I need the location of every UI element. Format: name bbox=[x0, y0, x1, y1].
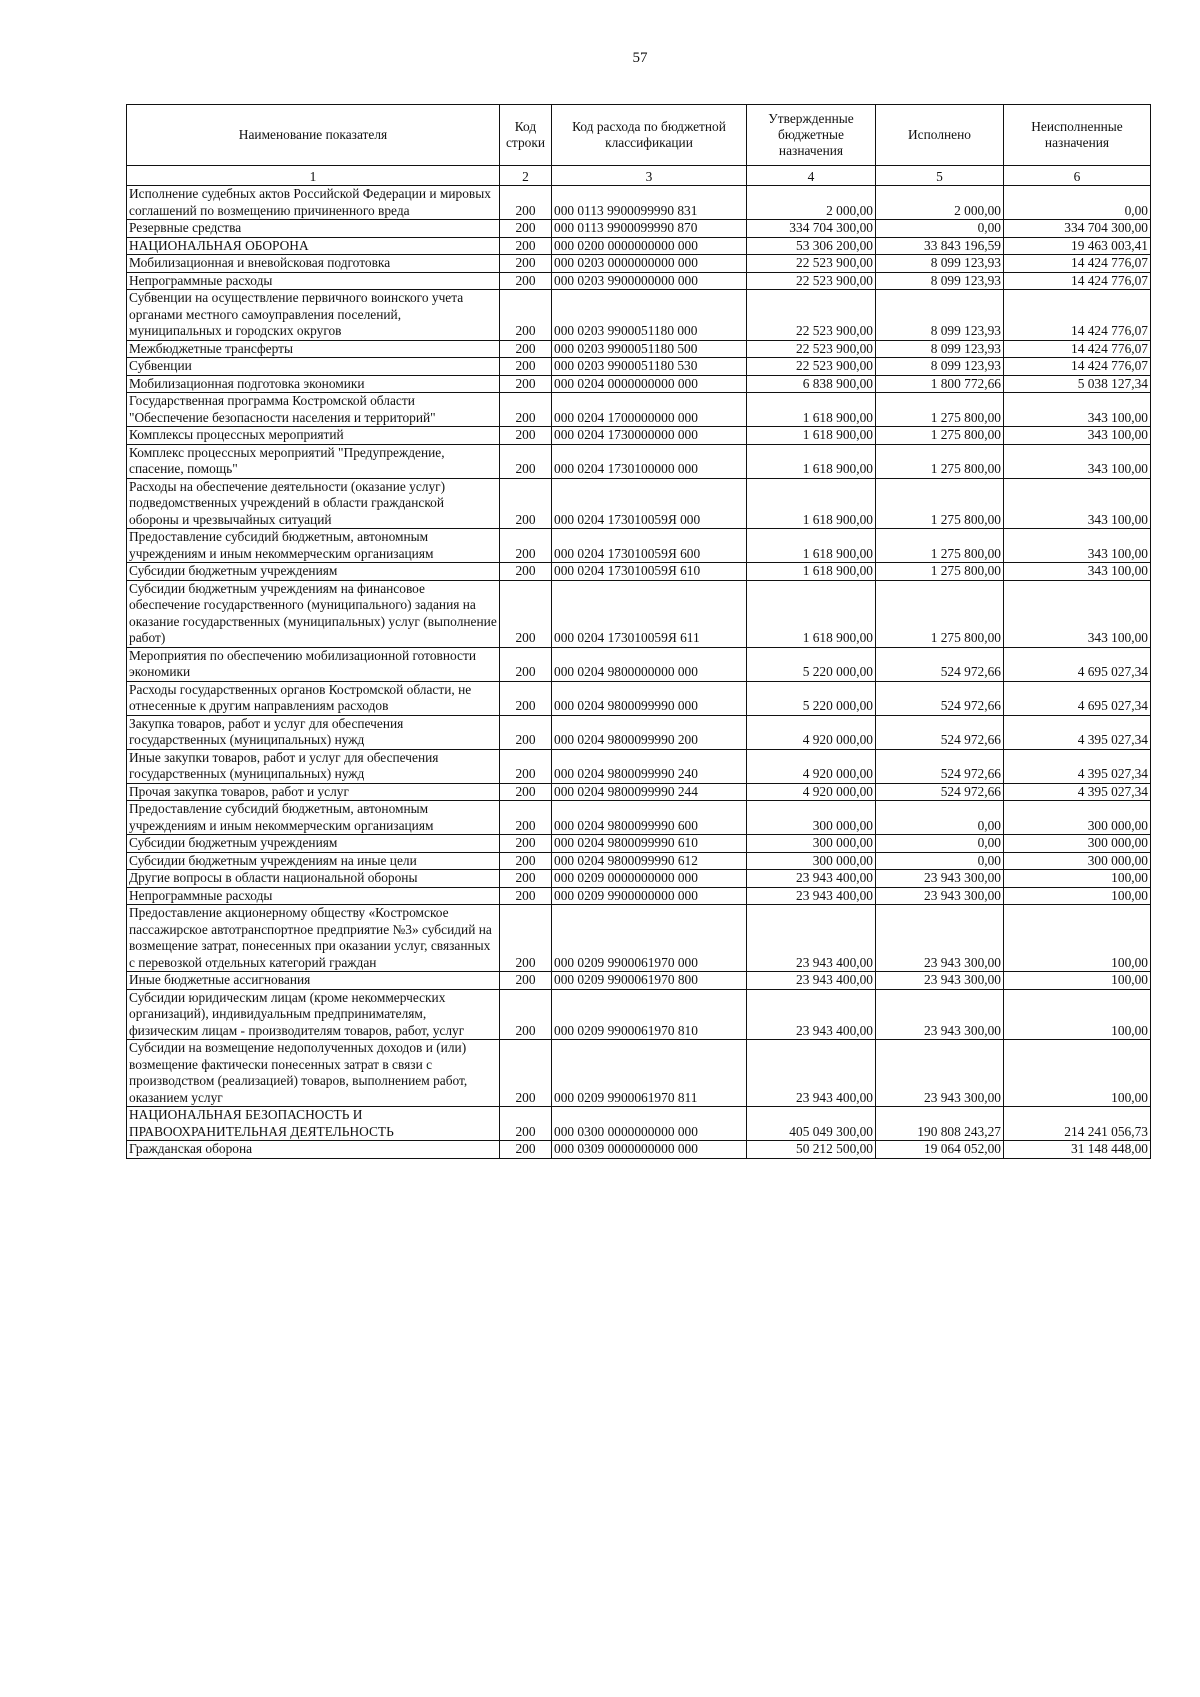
row-name: Мобилизационная подготовка экономики bbox=[127, 375, 500, 393]
table-row bbox=[127, 478, 1151, 529]
row-name: Субвенции на осуществление первичного воинского учета органами местного самоуправления поселений, муниципальных и городских округов bbox=[127, 290, 500, 341]
row-classification-code: 000 0203 9900051180 530 bbox=[552, 358, 747, 376]
header-approved: Утвержденные бюджетные назначения bbox=[747, 105, 876, 166]
row-executed-amount: 0,00 bbox=[876, 835, 1004, 853]
row-approved-amount: 22 523 900,00 bbox=[747, 272, 876, 290]
table-row bbox=[127, 801, 1151, 835]
row-name: Непрограммные расходы bbox=[127, 887, 500, 905]
row-executed-amount: 23 943 300,00 bbox=[876, 972, 1004, 990]
row-executed-amount: 1 275 800,00 bbox=[876, 580, 1004, 647]
row-executed-amount: 1 800 772,66 bbox=[876, 375, 1004, 393]
row-classification-code: 000 0204 173010059Я 000 bbox=[552, 478, 747, 529]
row-line-code: 200 bbox=[500, 478, 552, 529]
row-name: Субсидии бюджетным учреждениям bbox=[127, 563, 500, 581]
table-row bbox=[127, 681, 1151, 715]
row-line-code: 200 bbox=[500, 905, 552, 972]
row-line-code: 200 bbox=[500, 375, 552, 393]
row-line-code: 200 bbox=[500, 1040, 552, 1107]
row-classification-code: 000 0204 173010059Я 610 bbox=[552, 563, 747, 581]
row-executed-amount: 1 275 800,00 bbox=[876, 427, 1004, 445]
row-executed-amount: 23 943 300,00 bbox=[876, 887, 1004, 905]
row-line-code: 200 bbox=[500, 290, 552, 341]
table-row bbox=[127, 186, 1151, 220]
row-classification-code: 000 0204 173010059Я 611 bbox=[552, 580, 747, 647]
table-row bbox=[127, 870, 1151, 888]
row-classification-code: 000 0113 9900099990 870 bbox=[552, 220, 747, 238]
row-classification-code: 000 0113 9900099990 831 bbox=[552, 186, 747, 220]
row-remaining-amount: 100,00 bbox=[1004, 972, 1151, 990]
row-executed-amount: 23 943 300,00 bbox=[876, 1040, 1004, 1107]
header-row bbox=[127, 105, 1151, 166]
row-name: Субсидии на возмещение недополученных доходов и (или) возмещение фактически понесенных затрат в связи с производством (реализацией) товаров, выполнением работ, оказанием услуг bbox=[127, 1040, 500, 1107]
row-approved-amount: 22 523 900,00 bbox=[747, 290, 876, 341]
row-remaining-amount: 100,00 bbox=[1004, 905, 1151, 972]
row-approved-amount: 23 943 400,00 bbox=[747, 989, 876, 1040]
row-approved-amount: 4 920 000,00 bbox=[747, 783, 876, 801]
row-name: Субсидии бюджетным учреждениям на финансовое обеспечение государственного (муниципального) задания на оказание государственных (муниципальных) услуг (выполнение работ) bbox=[127, 580, 500, 647]
row-remaining-amount: 4 395 027,34 bbox=[1004, 783, 1151, 801]
header-indicator-name: Наименование показателя bbox=[127, 105, 500, 166]
row-line-code: 200 bbox=[500, 989, 552, 1040]
row-classification-code: 000 0204 9800099990 600 bbox=[552, 801, 747, 835]
table-row bbox=[127, 1107, 1151, 1141]
row-executed-amount: 524 972,66 bbox=[876, 715, 1004, 749]
row-remaining-amount: 100,00 bbox=[1004, 989, 1151, 1040]
row-remaining-amount: 19 463 003,41 bbox=[1004, 237, 1151, 255]
row-executed-amount: 524 972,66 bbox=[876, 647, 1004, 681]
row-classification-code: 000 0204 173010059Я 600 bbox=[552, 529, 747, 563]
row-executed-amount: 2 000,00 bbox=[876, 186, 1004, 220]
row-classification-code: 000 0203 9900000000 000 bbox=[552, 272, 747, 290]
row-classification-code: 000 0209 9900061970 800 bbox=[552, 972, 747, 990]
header-line-code: Код строки bbox=[500, 105, 552, 166]
row-remaining-amount: 343 100,00 bbox=[1004, 478, 1151, 529]
table-row bbox=[127, 783, 1151, 801]
column-number: 6 bbox=[1004, 166, 1151, 186]
row-approved-amount: 53 306 200,00 bbox=[747, 237, 876, 255]
row-executed-amount: 1 275 800,00 bbox=[876, 393, 1004, 427]
row-name: Расходы государственных органов Костромской области, не отнесенные к другим направлениям расходов bbox=[127, 681, 500, 715]
table-row bbox=[127, 580, 1151, 647]
row-classification-code: 000 0209 9900061970 811 bbox=[552, 1040, 747, 1107]
row-approved-amount: 405 049 300,00 bbox=[747, 1107, 876, 1141]
row-remaining-amount: 4 395 027,34 bbox=[1004, 749, 1151, 783]
row-remaining-amount: 343 100,00 bbox=[1004, 580, 1151, 647]
row-name: Гражданская оборона bbox=[127, 1141, 500, 1159]
row-name: Субсидии юридическим лицам (кроме некоммерческих организаций), индивидуальным предпринимателям, физическим лицам - производителям товаров, работ, услуг bbox=[127, 989, 500, 1040]
column-number: 5 bbox=[876, 166, 1004, 186]
row-approved-amount: 50 212 500,00 bbox=[747, 1141, 876, 1159]
row-executed-amount: 8 099 123,93 bbox=[876, 255, 1004, 273]
row-name: Мероприятия по обеспечению мобилизационной готовности экономики bbox=[127, 647, 500, 681]
row-line-code: 200 bbox=[500, 715, 552, 749]
table-row bbox=[127, 1040, 1151, 1107]
row-classification-code: 000 0204 0000000000 000 bbox=[552, 375, 747, 393]
row-name: Межбюджетные трансферты bbox=[127, 340, 500, 358]
table-row bbox=[127, 220, 1151, 238]
row-executed-amount: 23 943 300,00 bbox=[876, 870, 1004, 888]
row-line-code: 200 bbox=[500, 255, 552, 273]
table-row bbox=[127, 835, 1151, 853]
table-row bbox=[127, 852, 1151, 870]
row-line-code: 200 bbox=[500, 972, 552, 990]
row-line-code: 200 bbox=[500, 340, 552, 358]
row-name: Иные бюджетные ассигнования bbox=[127, 972, 500, 990]
row-executed-amount: 19 064 052,00 bbox=[876, 1141, 1004, 1159]
row-executed-amount: 524 972,66 bbox=[876, 783, 1004, 801]
row-classification-code: 000 0204 9800099990 000 bbox=[552, 681, 747, 715]
row-classification-code: 000 0204 9800099990 610 bbox=[552, 835, 747, 853]
row-line-code: 200 bbox=[500, 783, 552, 801]
row-line-code: 200 bbox=[500, 427, 552, 445]
page-number: 57 bbox=[632, 50, 648, 66]
row-name: Субсидии бюджетным учреждениям на иные цели bbox=[127, 852, 500, 870]
table-row bbox=[127, 358, 1151, 376]
row-name: Предоставление субсидий бюджетным, автономным учреждениям и иным некоммерческим организациям bbox=[127, 529, 500, 563]
table-row bbox=[127, 905, 1151, 972]
budget-execution-table bbox=[126, 104, 1151, 1159]
table-row bbox=[127, 647, 1151, 681]
row-name: Иные закупки товаров, работ и услуг для обеспечения государственных (муниципальных) нужд bbox=[127, 749, 500, 783]
row-line-code: 200 bbox=[500, 681, 552, 715]
table-row bbox=[127, 255, 1151, 273]
header-executed: Исполнено bbox=[876, 105, 1004, 166]
row-approved-amount: 6 838 900,00 bbox=[747, 375, 876, 393]
row-line-code: 200 bbox=[500, 186, 552, 220]
row-classification-code: 000 0209 9900061970 000 bbox=[552, 905, 747, 972]
row-remaining-amount: 300 000,00 bbox=[1004, 801, 1151, 835]
row-executed-amount: 0,00 bbox=[876, 852, 1004, 870]
row-approved-amount: 300 000,00 bbox=[747, 835, 876, 853]
table-row bbox=[127, 393, 1151, 427]
row-executed-amount: 1 275 800,00 bbox=[876, 478, 1004, 529]
column-number: 4 bbox=[747, 166, 876, 186]
row-name: Расходы на обеспечение деятельности (оказание услуг) подведомственных учреждений в области гражданской обороны и чрезвычайных ситуаций bbox=[127, 478, 500, 529]
row-name: Исполнение судебных актов Российской Федерации и мировых соглашений по возмещению причиненного вреда bbox=[127, 186, 500, 220]
row-line-code: 200 bbox=[500, 237, 552, 255]
row-name: Мобилизационная и вневойсковая подготовка bbox=[127, 255, 500, 273]
table-header bbox=[127, 105, 1151, 186]
row-line-code: 200 bbox=[500, 444, 552, 478]
row-line-code: 200 bbox=[500, 529, 552, 563]
row-executed-amount: 8 099 123,93 bbox=[876, 272, 1004, 290]
row-executed-amount: 0,00 bbox=[876, 801, 1004, 835]
row-line-code: 200 bbox=[500, 580, 552, 647]
row-executed-amount: 1 275 800,00 bbox=[876, 529, 1004, 563]
row-executed-amount: 8 099 123,93 bbox=[876, 340, 1004, 358]
row-executed-amount: 33 843 196,59 bbox=[876, 237, 1004, 255]
row-approved-amount: 1 618 900,00 bbox=[747, 478, 876, 529]
row-classification-code: 000 0309 0000000000 000 bbox=[552, 1141, 747, 1159]
table-row bbox=[127, 340, 1151, 358]
row-line-code: 200 bbox=[500, 1107, 552, 1141]
row-classification-code: 000 0204 1730000000 000 bbox=[552, 427, 747, 445]
row-classification-code: 000 0204 1700000000 000 bbox=[552, 393, 747, 427]
row-remaining-amount: 300 000,00 bbox=[1004, 835, 1151, 853]
table-row bbox=[127, 887, 1151, 905]
row-line-code: 200 bbox=[500, 358, 552, 376]
row-remaining-amount: 100,00 bbox=[1004, 887, 1151, 905]
row-approved-amount: 1 618 900,00 bbox=[747, 427, 876, 445]
row-approved-amount: 23 943 400,00 bbox=[747, 887, 876, 905]
row-executed-amount: 524 972,66 bbox=[876, 681, 1004, 715]
row-approved-amount: 300 000,00 bbox=[747, 852, 876, 870]
column-number: 1 bbox=[127, 166, 500, 186]
row-classification-code: 000 0204 9800000000 000 bbox=[552, 647, 747, 681]
row-approved-amount: 22 523 900,00 bbox=[747, 255, 876, 273]
row-classification-code: 000 0203 9900051180 500 bbox=[552, 340, 747, 358]
row-executed-amount: 23 943 300,00 bbox=[876, 905, 1004, 972]
row-name: Другие вопросы в области национальной обороны bbox=[127, 870, 500, 888]
row-executed-amount: 8 099 123,93 bbox=[876, 358, 1004, 376]
table-row bbox=[127, 290, 1151, 341]
row-line-code: 200 bbox=[500, 563, 552, 581]
row-approved-amount: 23 943 400,00 bbox=[747, 905, 876, 972]
row-approved-amount: 2 000,00 bbox=[747, 186, 876, 220]
row-classification-code: 000 0209 9900061970 810 bbox=[552, 989, 747, 1040]
row-approved-amount: 23 943 400,00 bbox=[747, 1040, 876, 1107]
row-approved-amount: 1 618 900,00 bbox=[747, 393, 876, 427]
row-approved-amount: 1 618 900,00 bbox=[747, 444, 876, 478]
row-name: Прочая закупка товаров, работ и услуг bbox=[127, 783, 500, 801]
row-remaining-amount: 5 038 127,34 bbox=[1004, 375, 1151, 393]
table-body bbox=[127, 186, 1151, 1159]
row-executed-amount: 1 275 800,00 bbox=[876, 563, 1004, 581]
table-row bbox=[127, 563, 1151, 581]
row-line-code: 200 bbox=[500, 647, 552, 681]
row-remaining-amount: 214 241 056,73 bbox=[1004, 1107, 1151, 1141]
row-remaining-amount: 343 100,00 bbox=[1004, 444, 1151, 478]
row-name: НАЦИОНАЛЬНАЯ БЕЗОПАСНОСТЬ И ПРАВООХРАНИТЕЛЬНАЯ ДЕЯТЕЛЬНОСТЬ bbox=[127, 1107, 500, 1141]
table-row bbox=[127, 375, 1151, 393]
row-line-code: 200 bbox=[500, 852, 552, 870]
row-approved-amount: 300 000,00 bbox=[747, 801, 876, 835]
row-approved-amount: 1 618 900,00 bbox=[747, 563, 876, 581]
row-executed-amount: 1 275 800,00 bbox=[876, 444, 1004, 478]
row-line-code: 200 bbox=[500, 393, 552, 427]
row-approved-amount: 23 943 400,00 bbox=[747, 972, 876, 990]
row-name: Комплексы процессных мероприятий bbox=[127, 427, 500, 445]
row-name: Резервные средства bbox=[127, 220, 500, 238]
row-classification-code: 000 0204 9800099990 240 bbox=[552, 749, 747, 783]
row-name: Государственная программа Костромской области "Обеспечение безопасности населения и территорий" bbox=[127, 393, 500, 427]
row-remaining-amount: 4 695 027,34 bbox=[1004, 681, 1151, 715]
row-approved-amount: 4 920 000,00 bbox=[747, 715, 876, 749]
row-approved-amount: 4 920 000,00 bbox=[747, 749, 876, 783]
row-remaining-amount: 31 148 448,00 bbox=[1004, 1141, 1151, 1159]
table-row bbox=[127, 972, 1151, 990]
row-name: Предоставление субсидий бюджетным, автономным учреждениям и иным некоммерческим организациям bbox=[127, 801, 500, 835]
row-remaining-amount: 14 424 776,07 bbox=[1004, 255, 1151, 273]
row-name: Предоставление акционерному обществу «Костромское пассажирское автотранспортное предприятие №3» субсидий на возмещение затрат, понесенных при оказании услуг, связанных с перевозкой отдельных категорий граждан bbox=[127, 905, 500, 972]
row-classification-code: 000 0300 0000000000 000 bbox=[552, 1107, 747, 1141]
row-remaining-amount: 4 395 027,34 bbox=[1004, 715, 1151, 749]
row-classification-code: 000 0204 9800099990 244 bbox=[552, 783, 747, 801]
table-row bbox=[127, 749, 1151, 783]
row-name: Комплекс процессных мероприятий "Предупреждение, спасение, помощь" bbox=[127, 444, 500, 478]
row-name: Непрограммные расходы bbox=[127, 272, 500, 290]
row-line-code: 200 bbox=[500, 220, 552, 238]
table-row bbox=[127, 272, 1151, 290]
row-approved-amount: 1 618 900,00 bbox=[747, 529, 876, 563]
row-remaining-amount: 4 695 027,34 bbox=[1004, 647, 1151, 681]
table-row bbox=[127, 989, 1151, 1040]
row-classification-code: 000 0209 9900000000 000 bbox=[552, 887, 747, 905]
header-budget-classification: Код расхода по бюджетной классификации bbox=[552, 105, 747, 166]
row-name: Субсидии бюджетным учреждениям bbox=[127, 835, 500, 853]
row-executed-amount: 8 099 123,93 bbox=[876, 290, 1004, 341]
row-classification-code: 000 0203 0000000000 000 bbox=[552, 255, 747, 273]
row-name: Закупка товаров, работ и услуг для обеспечения государственных (муниципальных) нужд bbox=[127, 715, 500, 749]
row-line-code: 200 bbox=[500, 749, 552, 783]
row-remaining-amount: 334 704 300,00 bbox=[1004, 220, 1151, 238]
column-number-row bbox=[127, 166, 1151, 186]
table-row bbox=[127, 1141, 1151, 1159]
table-row bbox=[127, 427, 1151, 445]
row-remaining-amount: 100,00 bbox=[1004, 1040, 1151, 1107]
header-remaining: Неисполненные назначения bbox=[1004, 105, 1151, 166]
row-line-code: 200 bbox=[500, 801, 552, 835]
row-remaining-amount: 343 100,00 bbox=[1004, 529, 1151, 563]
row-classification-code: 000 0203 9900051180 000 bbox=[552, 290, 747, 341]
row-remaining-amount: 14 424 776,07 bbox=[1004, 290, 1151, 341]
row-approved-amount: 22 523 900,00 bbox=[747, 340, 876, 358]
table-row bbox=[127, 444, 1151, 478]
row-remaining-amount: 100,00 bbox=[1004, 870, 1151, 888]
row-line-code: 200 bbox=[500, 272, 552, 290]
row-remaining-amount: 343 100,00 bbox=[1004, 563, 1151, 581]
row-classification-code: 000 0200 0000000000 000 bbox=[552, 237, 747, 255]
row-executed-amount: 190 808 243,27 bbox=[876, 1107, 1004, 1141]
row-line-code: 200 bbox=[500, 887, 552, 905]
row-classification-code: 000 0204 9800099990 200 bbox=[552, 715, 747, 749]
row-approved-amount: 5 220 000,00 bbox=[747, 647, 876, 681]
column-number: 3 bbox=[552, 166, 747, 186]
row-executed-amount: 0,00 bbox=[876, 220, 1004, 238]
row-remaining-amount: 14 424 776,07 bbox=[1004, 358, 1151, 376]
row-approved-amount: 22 523 900,00 bbox=[747, 358, 876, 376]
row-approved-amount: 334 704 300,00 bbox=[747, 220, 876, 238]
row-classification-code: 000 0204 1730100000 000 bbox=[552, 444, 747, 478]
row-line-code: 200 bbox=[500, 835, 552, 853]
row-remaining-amount: 14 424 776,07 bbox=[1004, 272, 1151, 290]
table-row bbox=[127, 715, 1151, 749]
row-remaining-amount: 0,00 bbox=[1004, 186, 1151, 220]
row-remaining-amount: 343 100,00 bbox=[1004, 427, 1151, 445]
row-line-code: 200 bbox=[500, 870, 552, 888]
column-number: 2 bbox=[500, 166, 552, 186]
row-name: Субвенции bbox=[127, 358, 500, 376]
row-name: НАЦИОНАЛЬНАЯ ОБОРОНА bbox=[127, 237, 500, 255]
row-executed-amount: 23 943 300,00 bbox=[876, 989, 1004, 1040]
row-classification-code: 000 0209 0000000000 000 bbox=[552, 870, 747, 888]
table-row bbox=[127, 237, 1151, 255]
table-row bbox=[127, 529, 1151, 563]
row-approved-amount: 1 618 900,00 bbox=[747, 580, 876, 647]
row-remaining-amount: 14 424 776,07 bbox=[1004, 340, 1151, 358]
row-approved-amount: 5 220 000,00 bbox=[747, 681, 876, 715]
row-remaining-amount: 343 100,00 bbox=[1004, 393, 1151, 427]
row-executed-amount: 524 972,66 bbox=[876, 749, 1004, 783]
row-classification-code: 000 0204 9800099990 612 bbox=[552, 852, 747, 870]
row-remaining-amount: 300 000,00 bbox=[1004, 852, 1151, 870]
row-line-code: 200 bbox=[500, 1141, 552, 1159]
row-approved-amount: 23 943 400,00 bbox=[747, 870, 876, 888]
